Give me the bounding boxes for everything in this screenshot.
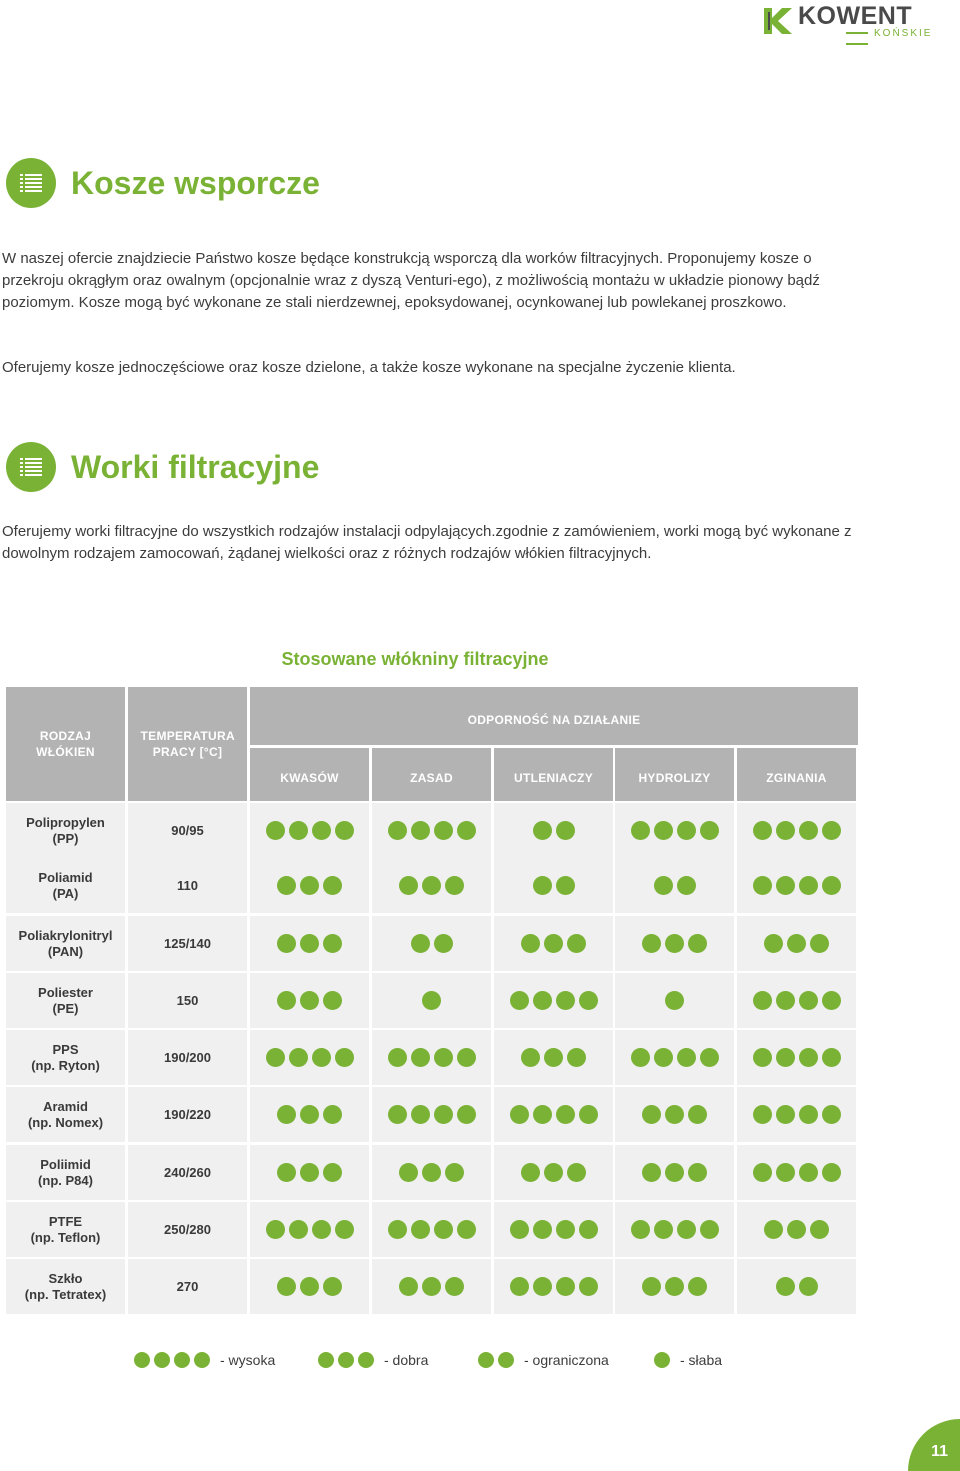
rating-dot: [799, 821, 818, 840]
rating-dot: [312, 1048, 331, 1067]
fiber-abbr: (PE): [52, 1000, 79, 1016]
rating-dot: [323, 1105, 342, 1124]
rating-dot: [677, 1220, 696, 1239]
rating-dot: [422, 991, 441, 1010]
rating-dot: [277, 991, 296, 1010]
rating-dot: [300, 1105, 319, 1124]
rating-cell: [615, 1202, 734, 1257]
rating-dot: [521, 1048, 540, 1067]
rating-cell: [372, 916, 491, 971]
rating-dot: [388, 1048, 407, 1067]
rating-dot: [776, 876, 795, 895]
fiber-name: Aramid: [43, 1098, 88, 1114]
rating-dot: [411, 1220, 430, 1239]
rating-dot: [533, 876, 552, 895]
rating-dot: [642, 1277, 661, 1296]
rating-dot: [289, 1048, 308, 1067]
fiber-abbr: (PAN): [47, 943, 84, 959]
rating-dot: [677, 876, 696, 895]
temperature-cell: 190/220: [128, 1087, 247, 1142]
rating-cell: [250, 1087, 369, 1142]
rating-dot: [411, 1105, 430, 1124]
temperature-cell: 150: [128, 973, 247, 1028]
fiber-name: Poliimid: [40, 1156, 91, 1172]
rating-dot: [266, 1220, 285, 1239]
rating-dot: [665, 1277, 684, 1296]
legend-label: - ograniczona: [524, 1352, 609, 1368]
rating-dot: [822, 876, 841, 895]
rating-dot: [422, 1277, 441, 1296]
rating-dot: [277, 1277, 296, 1296]
temperature-cell: 240/260: [128, 1145, 247, 1200]
temperature-cell: 90/95: [128, 803, 247, 858]
rating-dot: [787, 1220, 806, 1239]
rating-dot: [579, 1220, 598, 1239]
rating-dot: [642, 1163, 661, 1182]
rating-dot: [753, 1105, 772, 1124]
rating-dot: [776, 1105, 795, 1124]
rating-dot: [388, 1220, 407, 1239]
rating-dot: [776, 821, 795, 840]
rating-dot: [457, 1220, 476, 1239]
kosze-paragraph-1: W naszej ofercie znajdziecie Państwo kosze będące konstrukcją wsporczą dla worków filtracyjnych. Proponujemy kosze o przekroju okrągłym oraz owalnym (opcjonalnie wraz z dyszą Venturi-ego), z możliwością montażu w układzie pionowy bądź poziomym. Kosze mogą być wykonane ze stali nierdzewnej, epoksydowanej, ocynkowanej lub powlekanej proszkowo.: [2, 250, 820, 311]
rating-dot: [300, 1277, 319, 1296]
fiber-abbr: (np. P84): [38, 1172, 93, 1188]
rating-dot: [510, 1220, 529, 1239]
rating-dot: [579, 991, 598, 1010]
rating-dot: [399, 876, 418, 895]
header-resistance-col: HYDROLIZY: [615, 748, 734, 801]
legend-dot: [134, 1352, 150, 1368]
rating-dot: [631, 1220, 650, 1239]
rating-dot: [556, 1220, 575, 1239]
rating-dot: [277, 934, 296, 953]
rating-dot: [422, 1163, 441, 1182]
logo-name: KOWENT: [798, 2, 913, 30]
kosze-paragraph-2: Oferujemy kosze jednoczęściowe oraz kosze dzielone, a także kosze wykonane na specjalne życzenie klienta.: [2, 359, 736, 376]
rating-dot: [642, 1105, 661, 1124]
legend-dot: [318, 1352, 334, 1368]
rating-dot: [399, 1277, 418, 1296]
rating-dot: [822, 991, 841, 1010]
rating-cell: [250, 1259, 369, 1314]
fiber-name: Szkło: [48, 1270, 83, 1286]
rating-dot: [665, 991, 684, 1010]
rating-dot: [289, 821, 308, 840]
fiber-name-cell: [6, 1259, 125, 1314]
rating-cell: [737, 1030, 856, 1085]
rating-cell: [737, 973, 856, 1028]
rating-dot: [579, 1277, 598, 1296]
rating-cell: [494, 1202, 613, 1257]
rating-cell: [494, 803, 613, 858]
rating-dot: [579, 1105, 598, 1124]
legend-dot: [154, 1352, 170, 1368]
rating-cell: [250, 1202, 369, 1257]
rating-cell: [615, 803, 734, 858]
rating-dot: [700, 1220, 719, 1239]
rating-cell: [737, 858, 856, 913]
rating-dot: [335, 821, 354, 840]
rating-cell: [250, 803, 369, 858]
rating-dot: [445, 1163, 464, 1182]
rating-dot: [277, 876, 296, 895]
rating-dot: [289, 1220, 308, 1239]
rating-dot: [776, 1163, 795, 1182]
rating-dot: [323, 991, 342, 1010]
rating-cell: [615, 1030, 734, 1085]
rating-dot: [388, 821, 407, 840]
fiber-name: Poliamid: [38, 869, 93, 885]
rating-dot: [533, 821, 552, 840]
rating-dot: [266, 821, 285, 840]
legend-dot: [174, 1352, 190, 1368]
rating-cell: [494, 1259, 613, 1314]
rating-cell: [737, 916, 856, 971]
rating-dot: [533, 1105, 552, 1124]
rating-dot: [422, 876, 441, 895]
rating-cell: [615, 1259, 734, 1314]
rating-dot: [567, 1163, 586, 1182]
rating-dot: [556, 876, 575, 895]
rating-dot: [677, 1048, 696, 1067]
rating-dot: [764, 934, 783, 953]
rating-cell: [250, 916, 369, 971]
table-title: Stosowane włókniny filtracyjne: [281, 649, 549, 669]
rating-cell: [615, 1145, 734, 1200]
rating-cell: [737, 1145, 856, 1200]
rating-dot: [434, 934, 453, 953]
rating-cell: [250, 973, 369, 1028]
fiber-abbr: (PP): [52, 830, 79, 846]
fiber-name-cell: [6, 1145, 125, 1200]
rating-dot: [300, 876, 319, 895]
fiber-name: Poliester: [38, 984, 93, 1000]
rating-dot: [411, 821, 430, 840]
rating-dot: [457, 1048, 476, 1067]
fiber-name-cell: [6, 858, 125, 913]
rating-dot: [434, 1048, 453, 1067]
rating-dot: [688, 934, 707, 953]
rating-dot: [822, 821, 841, 840]
rating-dot: [700, 1048, 719, 1067]
rating-dot: [434, 1220, 453, 1239]
rating-dot: [533, 1277, 552, 1296]
rating-dot: [776, 1277, 795, 1296]
rating-dot: [457, 1105, 476, 1124]
rating-cell: [372, 1087, 491, 1142]
rating-cell: [615, 1087, 734, 1142]
rating-dot: [753, 991, 772, 1010]
fiber-name: Poliakrylonitryl: [18, 927, 113, 943]
rating-dot: [654, 876, 673, 895]
rating-cell: [615, 916, 734, 971]
rating-dot: [654, 821, 673, 840]
rating-dot: [631, 821, 650, 840]
logo-subtitle: KOŃSKIE: [840, 28, 935, 50]
rating-dot: [277, 1105, 296, 1124]
legend-item: [654, 1352, 722, 1368]
legend-label: - dobra: [384, 1352, 429, 1368]
rating-dot: [654, 1220, 673, 1239]
rating-dot: [665, 934, 684, 953]
rating-dot: [822, 1048, 841, 1067]
rating-dot: [776, 991, 795, 1010]
rating-dot: [323, 1277, 342, 1296]
rating-dot: [776, 1048, 795, 1067]
rating-cell: [372, 1030, 491, 1085]
legend-dot: [498, 1352, 514, 1368]
rating-dot: [445, 1277, 464, 1296]
rating-dot: [445, 876, 464, 895]
temperature-cell: 110: [128, 858, 247, 913]
rating-dot: [753, 1163, 772, 1182]
rating-dot: [323, 934, 342, 953]
rating-cell: [372, 1202, 491, 1257]
rating-dot: [335, 1220, 354, 1239]
rating-dot: [300, 1163, 319, 1182]
rating-dot: [399, 1163, 418, 1182]
rating-dot: [312, 1220, 331, 1239]
rating-dot: [556, 1105, 575, 1124]
header-resistance-col: ZASAD: [372, 748, 491, 801]
rating-cell: [737, 803, 856, 858]
rating-dot: [510, 1277, 529, 1296]
fiber-abbr: (np. Nomex): [27, 1114, 104, 1130]
rating-dot: [556, 1277, 575, 1296]
logo-mark-icon: [762, 4, 796, 38]
rating-cell: [372, 803, 491, 858]
rating-dot: [688, 1163, 707, 1182]
rating-dot: [266, 1048, 285, 1067]
rating-cell: [615, 973, 734, 1028]
worki-paragraph-1: Oferujemy worki filtracyjne do wszystkich rodzajów instalacji odpylających.zgodnie z zamówieniem, worki mogą być wykonane z dowolnym rodzajem zamocowań, żądanej wielkości oraz z różnych rodzajów włókien filtracyjnych.: [2, 523, 852, 562]
rating-cell: [372, 1259, 491, 1314]
rating-cell: [737, 1259, 856, 1314]
fiber-abbr: (PA): [52, 885, 79, 901]
rating-cell: [250, 1030, 369, 1085]
rating-dot: [556, 991, 575, 1010]
rating-cell: [250, 1145, 369, 1200]
company-logo: [760, 2, 935, 42]
rating-dot: [411, 934, 430, 953]
rating-dot: [753, 1048, 772, 1067]
fiber-abbr: (np. Tetratex): [24, 1286, 107, 1302]
rating-dot: [312, 821, 331, 840]
legend-dot: [358, 1352, 374, 1368]
fiber-abbr: (np. Ryton): [31, 1057, 100, 1073]
rating-dot: [521, 1163, 540, 1182]
section-title-worki: Worki filtracyjne: [71, 449, 320, 485]
rating-dot: [810, 934, 829, 953]
rating-dot: [434, 1105, 453, 1124]
rating-dot: [822, 1105, 841, 1124]
fiber-name: PPS: [52, 1041, 79, 1057]
rating-dot: [510, 1105, 529, 1124]
fiber-name-cell: [6, 1087, 125, 1142]
rating-dot: [799, 876, 818, 895]
rating-dot: [521, 934, 540, 953]
rating-dot: [323, 876, 342, 895]
fiber-name: Polipropylen: [26, 814, 105, 830]
fiber-name-cell: [6, 803, 125, 858]
header-fiber-type: RODZAJ WŁÓKIEN: [6, 687, 125, 801]
rating-dot: [787, 934, 806, 953]
rating-dot: [799, 1105, 818, 1124]
rating-dot: [335, 1048, 354, 1067]
list-icon: [6, 158, 56, 208]
legend-item: [478, 1352, 609, 1368]
section-title-kosze: Kosze wsporcze: [71, 165, 320, 201]
legend-item: [134, 1352, 275, 1368]
rating-dot: [700, 821, 719, 840]
rating-dot: [434, 821, 453, 840]
temperature-cell: 125/140: [128, 916, 247, 971]
rating-dot: [654, 1048, 673, 1067]
rating-dot: [764, 1220, 783, 1239]
rating-dot: [688, 1105, 707, 1124]
legend-label: - słaba: [680, 1352, 723, 1368]
rating-dot: [753, 821, 772, 840]
rating-dot: [544, 1048, 563, 1067]
list-icon: [6, 442, 56, 492]
rating-cell: [494, 1145, 613, 1200]
rating-dot: [556, 821, 575, 840]
legend-item: [318, 1352, 428, 1368]
rating-dot: [753, 876, 772, 895]
rating-dot: [822, 1163, 841, 1182]
rating-dot: [533, 991, 552, 1010]
rating-dot: [677, 821, 696, 840]
rating-dot: [799, 1048, 818, 1067]
header-resistance-col: ZGINANIA: [737, 748, 856, 801]
legend-dot: [478, 1352, 494, 1368]
fiber-name: PTFE: [48, 1213, 83, 1229]
rating-dot: [544, 1163, 563, 1182]
rating-cell: [494, 973, 613, 1028]
page-number: 11: [931, 1443, 948, 1460]
rating-dot: [300, 934, 319, 953]
rating-dot: [567, 1048, 586, 1067]
rating-dot: [567, 934, 586, 953]
rating-dot: [665, 1105, 684, 1124]
rating-cell: [372, 858, 491, 913]
rating-dot: [411, 1048, 430, 1067]
fiber-abbr: (np. Teflon): [30, 1229, 101, 1245]
rating-dot: [810, 1220, 829, 1239]
temperature-cell: 270: [128, 1259, 247, 1314]
rating-cell: [372, 1145, 491, 1200]
header-resistance: ODPORNOŚĆ NA DZIAŁANIE: [250, 687, 858, 745]
fiber-name-cell: [6, 916, 125, 971]
fiber-name-cell: [6, 1030, 125, 1085]
fiber-name-cell: [6, 973, 125, 1028]
rating-dot: [631, 1048, 650, 1067]
legend-dot: [338, 1352, 354, 1368]
rating-dot: [277, 1163, 296, 1182]
rating-dot: [665, 1163, 684, 1182]
legend-label: - wysoka: [220, 1352, 276, 1368]
legend-dot: [654, 1352, 670, 1368]
header-resistance-col: UTLENIACZY: [494, 748, 613, 801]
rating-cell: [250, 858, 369, 913]
rating-cell: [737, 1202, 856, 1257]
rating-cell: [737, 1087, 856, 1142]
rating-dot: [799, 1163, 818, 1182]
rating-dot: [510, 991, 529, 1010]
temperature-cell: 190/200: [128, 1030, 247, 1085]
rating-dot: [457, 821, 476, 840]
rating-dot: [642, 934, 661, 953]
rating-dot: [388, 1105, 407, 1124]
rating-dot: [323, 1163, 342, 1182]
rating-dot: [799, 991, 818, 1010]
rating-dot: [544, 934, 563, 953]
legend-dot: [194, 1352, 210, 1368]
rating-dot: [799, 1277, 818, 1296]
rating-cell: [494, 1030, 613, 1085]
rating-cell: [494, 858, 613, 913]
rating-cell: [372, 973, 491, 1028]
temperature-cell: 250/280: [128, 1202, 247, 1257]
header-temperature: TEMPERATURA PRACY [°C]: [128, 687, 247, 801]
rating-dot: [533, 1220, 552, 1239]
rating-cell: [494, 916, 613, 971]
rating-dot: [300, 991, 319, 1010]
header-resistance-col: KWASÓW: [250, 748, 369, 801]
fiber-name-cell: [6, 1202, 125, 1257]
rating-cell: [615, 858, 734, 913]
rating-cell: [494, 1087, 613, 1142]
rating-dot: [688, 1277, 707, 1296]
rating-legend: [0, 1352, 960, 1372]
